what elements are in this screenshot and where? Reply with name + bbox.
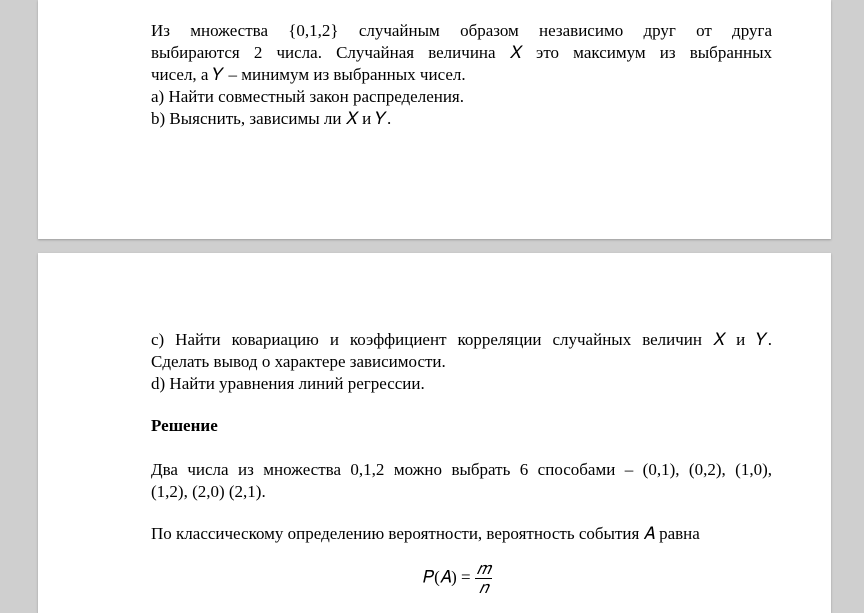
solution-text-line-2: (1,2), (2,0) (2,1). <box>151 482 266 501</box>
formula-fraction <box>475 560 493 597</box>
definition-text: По классическому определению вероятности, вероятность события 𝐴 равна <box>151 524 700 543</box>
task-c-line-2: Сделать вывод о характере зависимости. <box>151 352 446 371</box>
problem-text-line-2: выбираются 2 числа. Случайная величина 𝑋 это максимум из выбранных <box>151 43 772 62</box>
formula-numerator: 𝑚 <box>476 559 491 578</box>
task-d: d) Найти уравнения линий регрессии. <box>151 374 425 393</box>
document-page-1 <box>38 0 831 239</box>
task-c-line-1: c) Найти ковариацию и коэффициент корреляции случайных величин 𝑋 и 𝑌. <box>151 330 772 349</box>
task-a: a) Найти совместный закон распределения. <box>151 87 465 106</box>
solution-heading: Решение <box>151 416 218 435</box>
solution-text-line-1: Два числа из множества 0,1,2 можно выбрать 6 способами – (0,1), (0,2), (1,0), <box>151 460 772 479</box>
probability-formula <box>423 560 492 597</box>
task-b: b) Выяснить, зависимы ли 𝑋 и 𝑌. <box>151 109 392 128</box>
document-page-2 <box>38 253 831 613</box>
problem-text-line-1: Из множества {0,1,2} случайным образом независимо друг от друга <box>151 21 772 40</box>
formula-denominator: 𝑛 <box>478 578 489 597</box>
formula-lhs: 𝑃(𝐴) = <box>423 567 471 587</box>
problem-text-line-3: чисел, а 𝑌 – минимум из выбранных чисел. <box>151 65 466 84</box>
